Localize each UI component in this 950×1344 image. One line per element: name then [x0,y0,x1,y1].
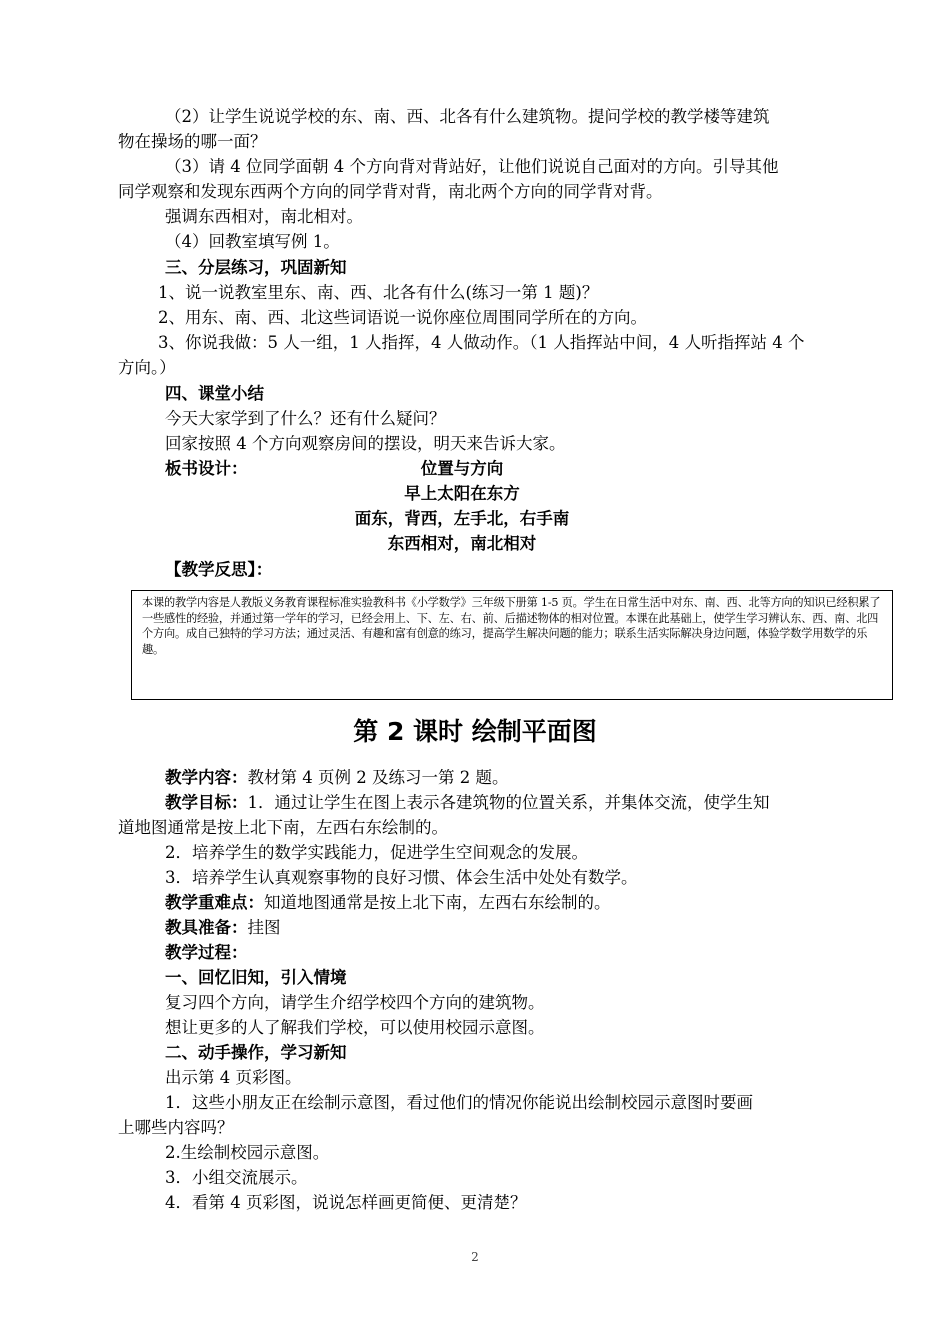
content-label: 教学内容： [165,768,248,787]
goal-line-1 [165,791,885,815]
key-points-line [165,891,885,915]
exercise-1: 1、说一说教室里东、南、西、北各有什么(练习一第 1 题)？ [158,283,599,302]
paragraph-3-line-1: （3）请 4 位同学面朝 4 个方向背对背站好，让他们说说自己面对的方向。引导其他 [165,157,779,176]
reflection-label: 【教学反思】： [165,560,273,579]
exercise-3-line-1: 3、你说我做：5 人一组，1 人指挥，4 人做动作。（1 人指挥站中间，4 人听指挥站 4 个 [158,333,805,352]
paragraph-2-line-2: 物在操场的哪一面？ [118,132,267,151]
key-points-text: 知道地图通常是按上北下南，左西右东绘制的。 [264,893,611,912]
heading-summary: 四、课堂小结 [165,384,264,403]
exercise-3-line-2: 方向。） [118,358,176,377]
content-text: 教材第 4 页例 2 及练习一第 2 题。 [247,768,509,787]
tools-label: 教具准备： [165,918,248,937]
tools-text: 挂图 [247,918,281,937]
goal-1-line-2: 道地图通常是按上北下南，左西右东绘制的。 [118,818,448,837]
review-line-2: 想让更多的人了解我们学校，可以使用校园示意图。 [165,1018,545,1037]
board-line-3: 东西相对，南北相对 [387,534,537,553]
board-design-label: 板书设计： [165,459,248,478]
step-1-line-1: 1．这些小朋友正在绘制示意图，看过他们的情况你能说出绘制校园示意图时要画 [165,1093,753,1112]
goal-label: 教学目标： [165,793,248,812]
paragraph-4: （4）回教室填写例 1。 [165,232,340,251]
exercise-2: 2、用东、南、西、北这些词语说一说你座位周围同学所在的方向。 [158,308,647,327]
heading-practice: 三、分层练习，巩固新知 [165,258,347,277]
step-3: 3．小组交流展示。 [165,1168,308,1187]
step-1-line-2: 上哪些内容吗？ [118,1118,234,1137]
emphasis-paragraph: 强调东西相对，南北相对。 [165,207,363,226]
content-line [165,766,885,790]
board-line-1: 早上太阳在东方 [404,484,520,503]
goal-2: 2．培养学生的数学实践能力，促进学生空间观念的发展。 [165,843,588,862]
step-4: 4．看第 4 页彩图，说说怎样画更简便、更清楚？ [165,1193,527,1212]
key-points-label: 教学重难点： [165,893,264,912]
summary-line-2: 回家按照 4 个方向观察房间的摆设，明天来告诉大家。 [165,434,566,453]
paragraph-2-line-1: （2）让学生说说学校的东、南、西、北各有什么建筑物。提问学校的教学楼等建筑 [165,107,770,126]
board-title: 位置与方向 [420,459,504,478]
board-line-2: 面东，背西，左手北，右手南 [354,509,570,528]
page-number: 2 [471,1250,479,1264]
goal-1-text: 1．通过让学生在图上表示各建筑物的位置关系，并集体交流，使学生知 [247,793,770,812]
goal-3: 3．培养学生认真观察事物的良好习惯、体会生活中处处有数学。 [165,868,638,887]
heading-practice-new: 二、动手操作，学习新知 [165,1043,347,1062]
process-label: 教学过程： [165,943,248,962]
review-line-1: 复习四个方向，请学生介绍学校四个方向的建筑物。 [165,993,545,1012]
summary-line-1: 今天大家学到了什么？还有什么疑问？ [165,409,446,428]
heading-review: 一、回忆旧知，引入情境 [165,968,347,987]
paragraph-3-line-2: 同学观察和发现东西两个方向的同学背对背，南北两个方向的同学背对背。 [118,182,663,201]
tools-line [165,916,885,940]
show-picture: 出示第 4 页彩图。 [165,1068,302,1087]
lesson-title: 第 2 课时 绘制平面图 [353,717,597,746]
step-2: 2.生绘制校园示意图。 [165,1143,330,1162]
reflection-text: 本课的教学内容是人教版义务教育课程标准实验教科书《小学数学》三年级下册第 1-5 页。学生在日常生活中对东、南、西、北等方向的知识已经积累了一些感性的经验，并通过第一学年的学习，已经会用上、下、左、右、前、后描述物体的相对位置。本课在此基础上，使学生学习辨认东、西、南、北四个方向。成自己独特的学习方法；通过灵活、有趣和富有创意的练习，提高学生解决问题的能力；联系生活实际解决身边问题，体验学数学用数学的乐趣。 [142,596,881,656]
reflection-box [131,590,893,700]
